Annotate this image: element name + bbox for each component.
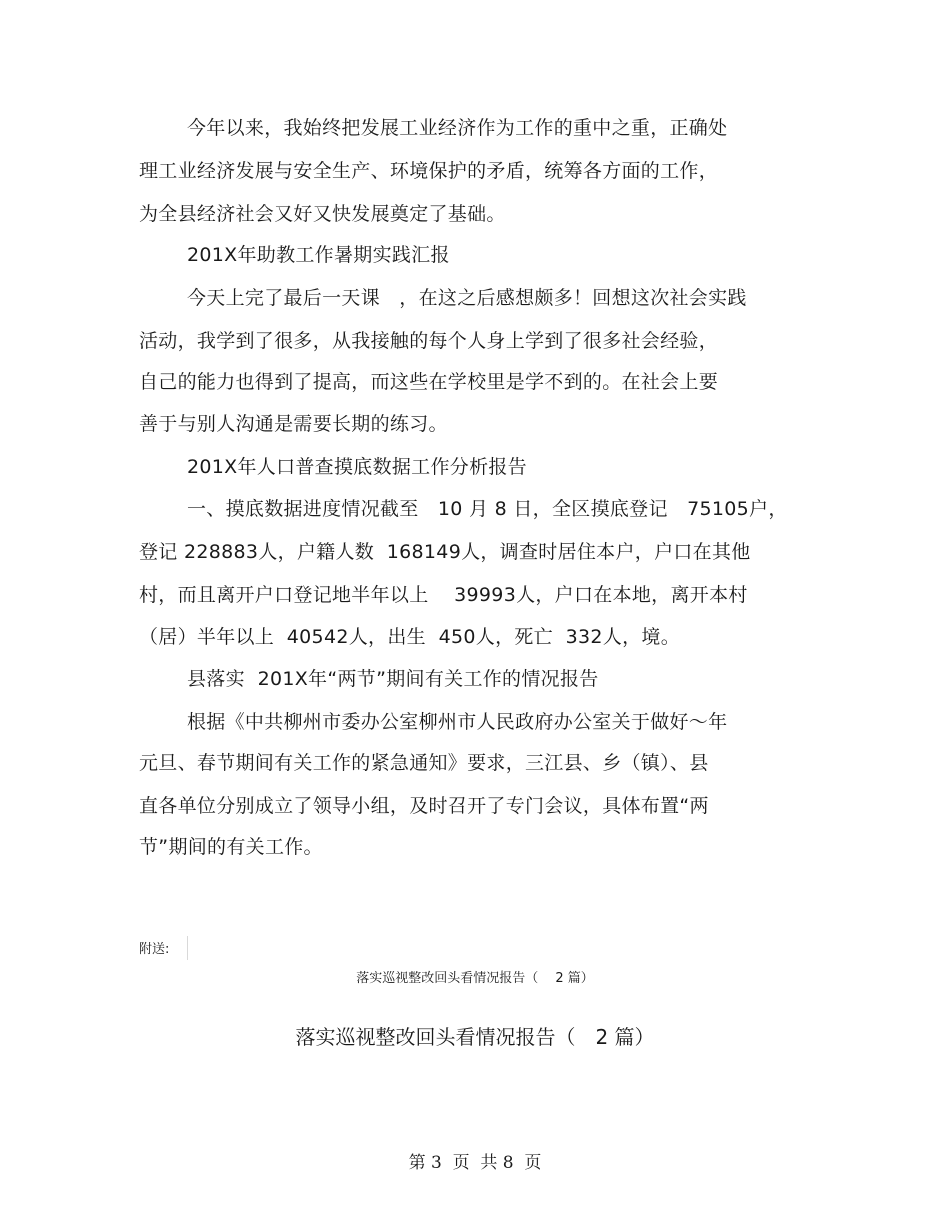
- body-line: 登记 228883人，户籍人数 168149人，调查时居住本户，户口在其他: [139, 541, 751, 563]
- body-line: 村，而且离开户口登记地半年以上 39993人，户口在本地，离开本村: [139, 584, 748, 606]
- body-line: 一、摸底数据进度情况截至 10 月 8 日，全区摸底登记 75105户，: [187, 498, 788, 520]
- body-line: 今年以来，我始终把发展工业经济作为工作的重中之重，正确处: [187, 117, 728, 139]
- body-line: 理工业经济发展与安全生产、环境保护的矛盾，统筹各方面的工作，: [139, 160, 719, 182]
- section-heading: 201X年助教工作暑期实践汇报: [187, 244, 450, 266]
- body-line: 今天上完了最后一天课 ，在这之后感想颇多！回想这次社会实践: [187, 287, 747, 309]
- body-line: （居）半年以上 40542人，出生 450人，死亡 332人，境。: [139, 626, 681, 648]
- body-line: 活动，我学到了很多，从我接触的每个人身上学到了很多社会经验，: [139, 330, 719, 352]
- body-line: 节”期间的有关工作。: [139, 836, 323, 858]
- attachment-divider: [187, 936, 188, 960]
- body-line: 直各单位分别成立了领导小组，及时召开了专门会议，具体布置“两: [139, 795, 709, 817]
- body-line: 根据《中共柳州市委办公室柳州市人民政府办公室关于做好～年: [187, 711, 728, 733]
- page-number-footer: 第 3 页 共 8 页: [408, 1153, 542, 1173]
- body-line: 善于与别人沟通是需要长期的练习。: [139, 413, 448, 435]
- body-line: 元旦、春节期间有关工作的紧急通知》要求，三江县、乡（镇）、县: [139, 752, 709, 774]
- body-line: 为全县经济社会又好又快发展奠定了基础。: [139, 203, 506, 225]
- attachment-title-small: 落实巡视整改回头看情况报告（ 2 篇）: [356, 971, 594, 986]
- section-heading: 201X年人口普查摸底数据工作分析报告: [187, 456, 527, 478]
- attachment-title-large: 落实巡视整改回头看情况报告（ 2 篇）: [295, 1025, 655, 1049]
- section-heading: 县落实 201X年“两节”期间有关工作的情况报告: [187, 668, 599, 690]
- body-line: 自己的能力也得到了提高，而这些在学校里是学不到的。在社会上要: [139, 371, 719, 393]
- attachment-label: 附送:: [139, 942, 170, 957]
